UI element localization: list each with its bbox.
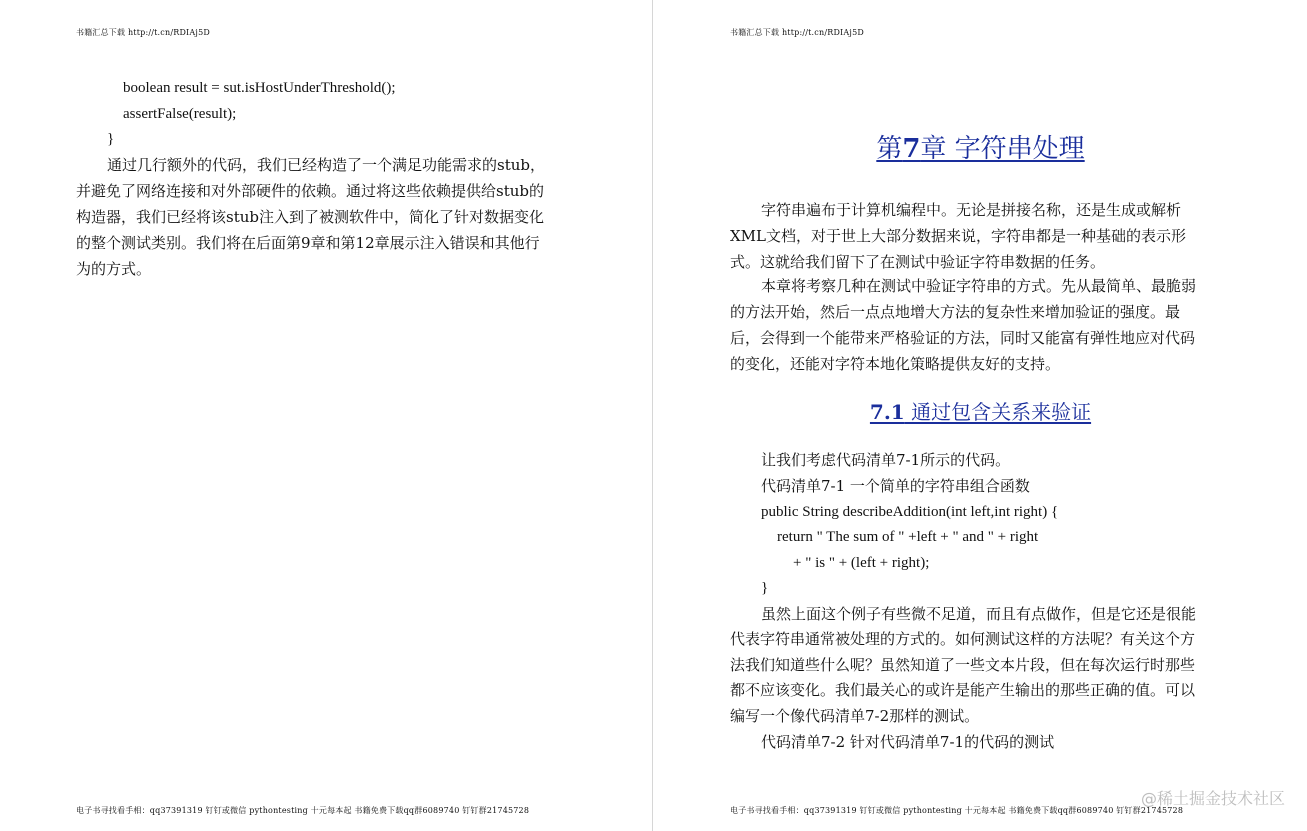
- chapter-title[interactable]: [654, 128, 1307, 165]
- paragraph-line: 本章将考察几种在测试中验证字符串的方式。先从最简单、最脆弱: [761, 277, 1197, 295]
- chapter-title-prefix: 第: [876, 134, 903, 164]
- paragraph-line: 编写一个像代码清单7-2那样的测试。: [730, 707, 980, 725]
- paragraph-line: XML文档，对于世上大部分数据来说，字符串都是一种基础的表示形: [730, 227, 1187, 245]
- paragraph-line: 的方法开始，然后一点点地增大方法的复杂性来增加验证的强度。最: [730, 303, 1181, 321]
- chapter-title-number: 7: [902, 134, 921, 164]
- paragraph-line: 构造器，我们已经将该stub注入到了被测软件中，简化了针对数据变化: [76, 208, 544, 226]
- listing-caption: 代码清单7-1 一个简单的字符串组合函数: [761, 477, 1030, 495]
- page-header: 书籍汇总下载 http://t.cn/RDIAj5D: [730, 28, 864, 37]
- paragraph-line: 式。这就给我们留下了在测试中验证字符串数据的任务。: [730, 253, 1106, 271]
- paragraph-line: 后，会得到一个能带来严格验证的方法，同时又能富有弹性地应对代码: [730, 329, 1196, 347]
- paragraph-line: 并避免了网络连接和对外部硬件的依赖。通过将这些依赖提供给stub的: [76, 182, 544, 200]
- section-title[interactable]: [654, 396, 1307, 425]
- code-line: return " The sum of " +left + " and " + right: [777, 529, 1039, 545]
- paragraph-line: 的整个测试类别。我们将在后面第9章和第12章展示注入错误和其他行: [76, 234, 540, 252]
- left-page: [0, 0, 652, 831]
- chapter-title-text: 章 字符串处理: [920, 134, 1085, 164]
- right-page: [654, 0, 1307, 831]
- paragraph-line: 为的方式。: [76, 260, 152, 278]
- code-line: }: [761, 580, 769, 596]
- page-footer: 电子书寻找看手相：qq37391319 钉钉或微信 pythontesting 十元每本起 书籍免费下载qq群6089740 钉钉群21745728: [76, 806, 530, 815]
- code-line: + " is " + (left + right);: [793, 555, 930, 571]
- paragraph-line: 的变化，还能对字符本地化策略提供友好的支持。: [730, 355, 1061, 373]
- code-line: public String describeAddition(int left,int right) {: [761, 504, 1059, 520]
- page-divider: [652, 0, 653, 831]
- code-line: assertFalse(result);: [123, 106, 237, 122]
- section-title-number: 7.1: [869, 400, 905, 424]
- paragraph-line: 字符串遍布于计算机编程中。无论是拼接名称，还是生成或解析: [761, 201, 1182, 219]
- page-header: 书籍汇总下载 http://t.cn/RDIAj5D: [76, 28, 210, 37]
- paragraph-line: 通过几行额外的代码，我们已经构造了一个满足功能需求的stub，: [107, 156, 545, 174]
- paragraph-line: 都不应该变化。我们最关心的或许是能产生输出的那些正确的值。可以: [730, 681, 1196, 699]
- paragraph-line: 代表字符串通常被处理的方式的。如何测试这样的方法呢？有关这个方: [730, 630, 1196, 648]
- page-footer: 电子书寻找看手相：qq37391319 钉钉或微信 pythontesting 十元每本起 书籍免费下载qq群6089740 钉钉群21745728: [730, 806, 1184, 815]
- watermark: @稀土掘金技术社区: [1140, 789, 1285, 808]
- paragraph-line: 虽然上面这个例子有些微不足道，而且有点做作，但是它还是很能: [761, 605, 1197, 623]
- section-title-text: 通过包含关系来验证: [904, 400, 1092, 424]
- code-line: boolean result = sut.isHostUnderThreshold();: [123, 80, 396, 96]
- listing-caption: 代码清单7-2 针对代码清单7-1的代码的测试: [761, 733, 1055, 751]
- paragraph-line: 让我们考虑代码清单7-1所示的代码。: [761, 451, 1011, 469]
- code-line: }: [107, 131, 115, 147]
- paragraph-line: 法我们知道些什么呢？虽然知道了一些文本片段，但在每次运行时那些: [730, 656, 1196, 674]
